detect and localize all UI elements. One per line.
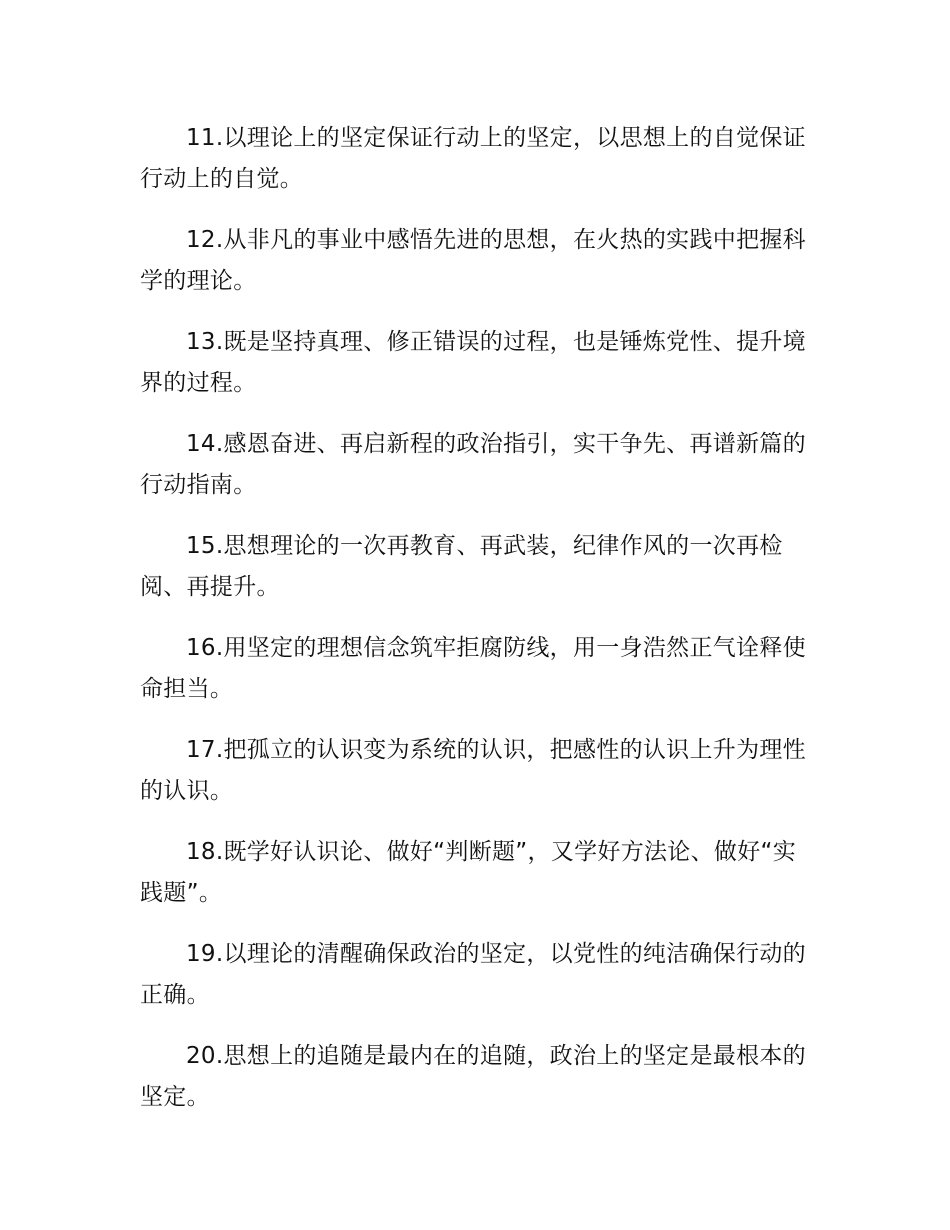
list-item: 11.以理论上的坚定保证行动上的坚定，以思想上的自觉保证行动上的自觉。 [140, 125, 806, 192]
list-item: 13.既是坚持真理、修正错误的过程，也是锤炼党性、提升境界的过程。 [140, 329, 806, 396]
list-item: 15.思想理论的一次再教育、再武装，纪律作风的一次再检阅、再提升。 [140, 533, 783, 600]
list-item: 19.以理论的清醒确保政治的坚定，以党性的纯洁确保行动的正确。 [140, 941, 806, 1008]
list-item: 17.把孤立的认识变为系统的认识，把感性的认识上升为理性的认识。 [140, 737, 806, 804]
list-item: 16.用坚定的理想信念筑牢拒腐防线，用一身浩然正气诠释使命担当。 [140, 635, 806, 702]
list-item: 20.思想上的追随是最内在的追随，政治上的坚定是最根本的坚定。 [140, 1043, 806, 1110]
list-item: 12.从非凡的事业中感悟先进的思想，在火热的实践中把握科学的理论。 [140, 227, 806, 294]
list-item: 14.感恩奋进、再启新程的政治指引，实干争先、再谱新篇的行动指南。 [140, 431, 806, 498]
list-item: 18.既学好认识论、做好“判断题”，又学好方法论、做好“实践题”。 [140, 839, 797, 906]
document-body [140, 118, 812, 1138]
